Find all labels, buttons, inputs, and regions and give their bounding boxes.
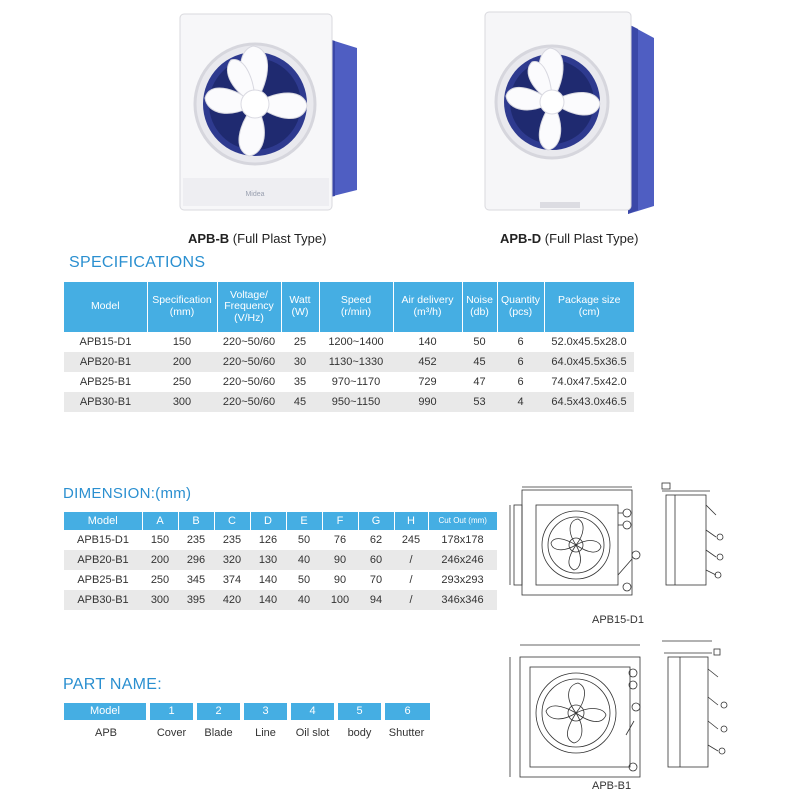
spec-header-line: Speed bbox=[340, 294, 372, 307]
technical-drawing-apb15-d1 bbox=[500, 475, 740, 615]
spec-cell: 729 bbox=[418, 376, 437, 388]
spec-cell: APB25-B1 bbox=[79, 376, 132, 388]
dim-cell: 235 bbox=[222, 534, 242, 546]
spec-header-cell bbox=[393, 282, 462, 332]
spec-cell: 30 bbox=[281, 352, 319, 372]
dim-cell: 150 bbox=[150, 534, 170, 546]
spec-cell: 45 bbox=[281, 392, 319, 412]
product-caption-apb-d bbox=[500, 231, 638, 246]
part-name-table bbox=[64, 703, 430, 746]
spec-row bbox=[64, 392, 634, 412]
dim-cell: 40 bbox=[286, 550, 322, 570]
spec-cell: 6 bbox=[517, 336, 524, 348]
spec-cell: 140 bbox=[418, 336, 437, 348]
dim-cell: 130 bbox=[250, 550, 286, 570]
dim-cell: 395 bbox=[178, 590, 214, 610]
spec-header-line: Model bbox=[90, 300, 120, 313]
spec-cell: 220~50/60 bbox=[222, 376, 276, 388]
dim-cell: / bbox=[409, 574, 413, 586]
part-header-cell: 3 bbox=[242, 703, 289, 720]
product-type: (Full Plast Type) bbox=[544, 231, 639, 246]
dim-cell: / bbox=[394, 550, 428, 570]
spec-header-line: (pcs) bbox=[508, 306, 533, 318]
spec-cell: 45 bbox=[462, 352, 497, 372]
spec-cell: 64.0x45.5x36.5 bbox=[544, 352, 634, 372]
spec-cell: 64.5x43.0x46.5 bbox=[544, 392, 634, 412]
spec-header-line: Frequency bbox=[224, 300, 274, 313]
dimension-table bbox=[64, 512, 497, 610]
dim-cell: 90 bbox=[333, 574, 347, 586]
dim-cell: 50 bbox=[297, 534, 311, 546]
product-photo-apb-b bbox=[175, 10, 365, 215]
dim-cell: 90 bbox=[322, 550, 358, 570]
spec-header-line: Package size bbox=[558, 294, 621, 307]
dim-cell: / bbox=[394, 590, 428, 610]
spec-cell: 6 bbox=[517, 376, 524, 388]
spec-cell: APB20-B1 bbox=[64, 352, 147, 372]
spec-header-line: Noise bbox=[466, 294, 493, 307]
dim-header-cell: C bbox=[214, 512, 250, 530]
spec-cell: 1130~1330 bbox=[319, 352, 393, 372]
product-caption-apb-b bbox=[188, 231, 326, 246]
spec-cell: 50 bbox=[473, 336, 486, 348]
part-cell: APB bbox=[64, 720, 148, 746]
spec-cell: APB15-D1 bbox=[79, 336, 132, 348]
dim-row bbox=[64, 530, 497, 550]
spec-header-cell bbox=[319, 282, 393, 332]
part-cell: Shutter bbox=[383, 720, 430, 746]
dim-cell: 50 bbox=[297, 574, 311, 586]
dim-header-cell: G bbox=[358, 512, 394, 530]
dim-cell: APB30-B1 bbox=[64, 590, 142, 610]
spec-cell: 200 bbox=[147, 352, 217, 372]
dim-cell: 250 bbox=[150, 574, 170, 586]
dim-cell: 70 bbox=[369, 574, 383, 586]
dim-header-cell: Cut Out (mm) bbox=[428, 512, 497, 530]
dim-header-cell: F bbox=[322, 512, 358, 530]
part-header-cell: 1 bbox=[148, 703, 195, 720]
specifications-title: SPECIFICATIONS bbox=[69, 254, 206, 271]
spec-header-cell bbox=[217, 282, 281, 332]
spec-cell: 970~1170 bbox=[331, 376, 381, 388]
dim-cell: 76 bbox=[333, 534, 347, 546]
spec-header-line: (V/Hz) bbox=[234, 311, 264, 324]
drawing-caption-apb-b1: APB-B1 bbox=[592, 780, 632, 792]
product-type: (Full Plast Type) bbox=[232, 231, 327, 246]
spec-cell: 220~50/60 bbox=[222, 336, 276, 348]
dim-header-cell: Model bbox=[64, 512, 142, 530]
spec-header-line: (db) bbox=[470, 306, 489, 318]
spec-header-cell bbox=[544, 282, 634, 332]
spec-cell: 74.0x47.5x42.0 bbox=[551, 376, 627, 388]
part-cell: Line bbox=[242, 720, 289, 746]
dim-header-cell: D bbox=[250, 512, 286, 530]
dim-cell: 374 bbox=[222, 574, 242, 586]
spec-header-cell bbox=[147, 282, 217, 332]
dim-cell: 293x293 bbox=[441, 574, 484, 586]
spec-header-line: (cm) bbox=[578, 306, 600, 318]
spec-header-line: Quantity bbox=[500, 294, 541, 307]
spec-header-cell bbox=[64, 282, 147, 332]
dim-cell: 245 bbox=[401, 534, 421, 546]
dim-cell: APB20-B1 bbox=[64, 550, 142, 570]
spec-header-line: Watt bbox=[289, 294, 311, 307]
spec-cell: 52.0x45.5x28.0 bbox=[551, 336, 627, 348]
product-model: APB-B bbox=[188, 231, 230, 246]
dim-header-cell: E bbox=[286, 512, 322, 530]
spec-cell: 220~50/60 bbox=[217, 352, 281, 372]
spec-cell: 300 bbox=[147, 392, 217, 412]
spec-header-cell bbox=[497, 282, 544, 332]
spec-cell: 250 bbox=[172, 376, 192, 388]
spec-header-line: Air delivery bbox=[401, 294, 454, 307]
specifications-table bbox=[64, 282, 634, 412]
spec-cell: 6 bbox=[497, 352, 544, 372]
spec-cell: APB30-B1 bbox=[64, 392, 147, 412]
dim-header-cell: H bbox=[394, 512, 428, 530]
part-header-cell: 4 bbox=[289, 703, 336, 720]
part-header-cell: Model bbox=[64, 703, 148, 720]
drawing-caption-apb15-d1: APB15-D1 bbox=[592, 614, 644, 626]
spec-row bbox=[64, 352, 634, 372]
spec-cell: 35 bbox=[293, 376, 307, 388]
spec-header-line: Specification bbox=[152, 294, 212, 307]
spec-header-line: (mm) bbox=[169, 306, 195, 318]
brand-logo: Midea bbox=[245, 191, 265, 198]
dim-cell: 296 bbox=[178, 550, 214, 570]
dim-cell: 246x246 bbox=[428, 550, 497, 570]
spec-cell: 47 bbox=[473, 376, 486, 388]
spec-cell: 452 bbox=[393, 352, 462, 372]
dim-cell: 94 bbox=[358, 590, 394, 610]
dim-cell: 178x178 bbox=[441, 534, 484, 546]
spec-header-line: Voltage/ bbox=[230, 288, 268, 301]
dim-cell: 300 bbox=[142, 590, 178, 610]
dim-cell: 140 bbox=[250, 590, 286, 610]
spec-cell: 220~50/60 bbox=[217, 392, 281, 412]
product-photo-apb-d bbox=[482, 10, 672, 215]
spec-cell: 53 bbox=[462, 392, 497, 412]
dim-cell: 100 bbox=[322, 590, 358, 610]
dim-cell: 235 bbox=[186, 534, 206, 546]
part-name-title: PART NAME: bbox=[63, 676, 163, 693]
dim-cell: 345 bbox=[186, 574, 206, 586]
spec-row bbox=[64, 332, 634, 352]
part-header-cell: 6 bbox=[383, 703, 430, 720]
spec-cell: 950~1150 bbox=[319, 392, 393, 412]
dim-row bbox=[64, 550, 497, 570]
spec-header-line: (W) bbox=[291, 306, 309, 318]
spec-header-cell bbox=[462, 282, 497, 332]
dim-cell: APB25-B1 bbox=[77, 574, 129, 586]
dim-row bbox=[64, 590, 497, 610]
spec-cell: 990 bbox=[393, 392, 462, 412]
dim-cell: APB15-D1 bbox=[77, 534, 129, 546]
spec-header-cell bbox=[281, 282, 319, 332]
dim-header-cell: B bbox=[178, 512, 214, 530]
dim-cell: 60 bbox=[358, 550, 394, 570]
dim-cell: 62 bbox=[369, 534, 383, 546]
dim-cell: 420 bbox=[214, 590, 250, 610]
part-cell: body bbox=[336, 720, 383, 746]
spec-row bbox=[64, 372, 634, 392]
dimension-title: DIMENSION:(mm) bbox=[63, 485, 192, 502]
part-cell: Cover bbox=[148, 720, 195, 746]
spec-cell: 1200~1400 bbox=[328, 336, 384, 348]
dim-cell: 40 bbox=[286, 590, 322, 610]
part-header-cell: 2 bbox=[195, 703, 242, 720]
part-header-cell: 5 bbox=[336, 703, 383, 720]
dim-row bbox=[64, 570, 497, 590]
dim-cell: 126 bbox=[258, 534, 278, 546]
part-cell: Blade bbox=[195, 720, 242, 746]
technical-drawing-apb-b1 bbox=[500, 635, 740, 780]
spec-cell: 150 bbox=[172, 336, 192, 348]
spec-cell: 4 bbox=[497, 392, 544, 412]
part-cell: Oil slot bbox=[289, 720, 336, 746]
dim-header-cell: A bbox=[142, 512, 178, 530]
dim-cell: 140 bbox=[258, 574, 278, 586]
spec-cell: 25 bbox=[293, 336, 307, 348]
dim-cell: 346x346 bbox=[428, 590, 497, 610]
spec-header-line: (r/min) bbox=[340, 306, 372, 318]
dim-cell: 200 bbox=[142, 550, 178, 570]
product-model: APB-D bbox=[500, 231, 542, 246]
dim-cell: 320 bbox=[214, 550, 250, 570]
spec-header-line: (m³/h) bbox=[413, 306, 442, 318]
